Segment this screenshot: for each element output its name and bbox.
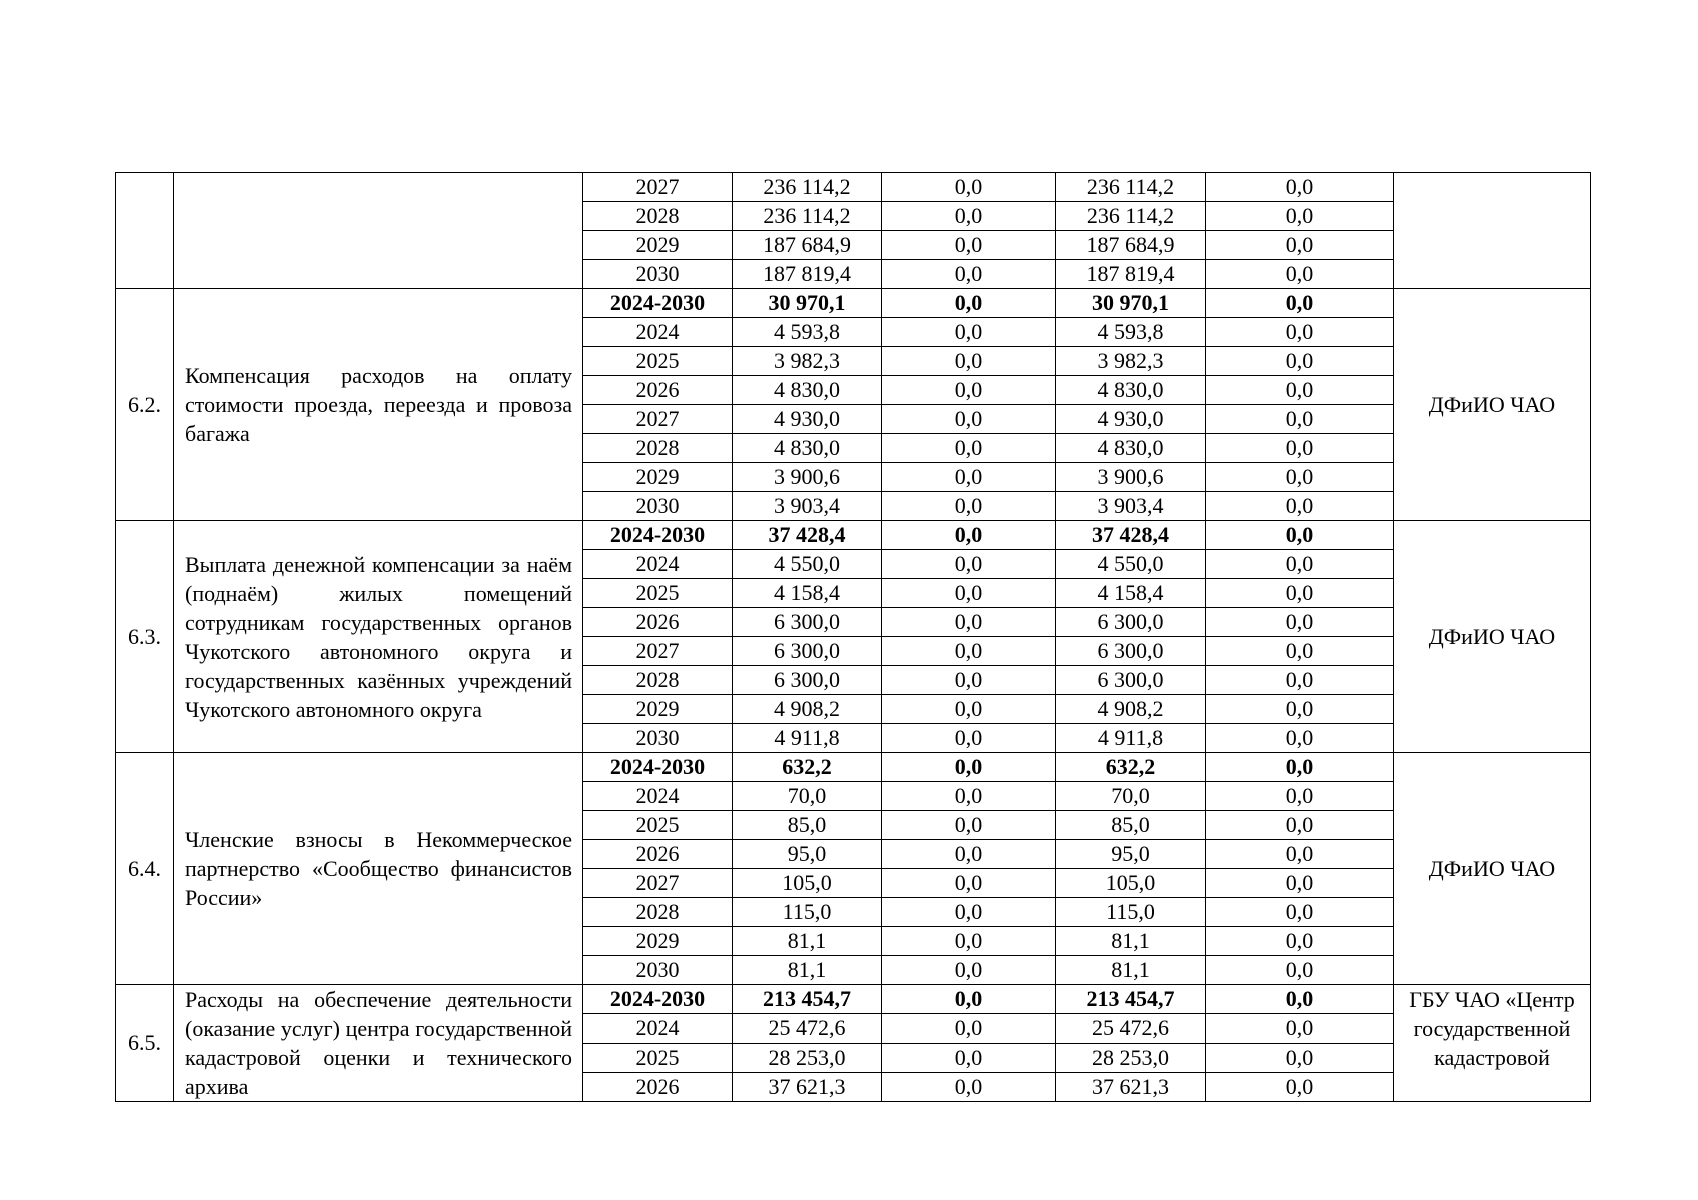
source-3-cell: 0,0 xyxy=(1206,579,1394,608)
source-3-cell: 0,0 xyxy=(1206,202,1394,231)
year-cell: 2024 xyxy=(583,782,733,811)
source-3-cell: 0,0 xyxy=(1206,927,1394,956)
source-1-cell: 0,0 xyxy=(882,1043,1056,1072)
source-2-cell: 4 550,0 xyxy=(1056,550,1206,579)
responsible-executor xyxy=(1394,173,1591,289)
item-description: Компенсация расходов на оплату стоимости проезда, переезда и провоза багажа xyxy=(174,289,583,521)
item-description: Расходы на обеспечение деятельности (оказание услуг) центра государственной кадастровой оценки и технического архива xyxy=(174,985,583,1102)
year-cell: 2024 xyxy=(583,318,733,347)
source-1-cell: 0,0 xyxy=(882,753,1056,782)
year-cell: 2025 xyxy=(583,347,733,376)
source-1-cell: 0,0 xyxy=(882,782,1056,811)
year-cell: 2027 xyxy=(583,405,733,434)
source-1-cell: 0,0 xyxy=(882,550,1056,579)
source-1-cell: 0,0 xyxy=(882,869,1056,898)
source-1-cell: 0,0 xyxy=(882,608,1056,637)
year-cell: 2028 xyxy=(583,898,733,927)
year-cell: 2026 xyxy=(583,376,733,405)
source-3-cell: 0,0 xyxy=(1206,666,1394,695)
total-cell: 4 550,0 xyxy=(733,550,882,579)
table-row xyxy=(116,985,1591,1014)
source-2-cell: 632,2 xyxy=(1056,753,1206,782)
source-2-cell: 187 684,9 xyxy=(1056,231,1206,260)
source-2-cell: 70,0 xyxy=(1056,782,1206,811)
year-cell: 2028 xyxy=(583,666,733,695)
year-cell: 2026 xyxy=(583,608,733,637)
source-1-cell: 0,0 xyxy=(882,811,1056,840)
source-2-cell: 4 911,8 xyxy=(1056,724,1206,753)
source-3-cell: 0,0 xyxy=(1206,492,1394,521)
source-3-cell: 0,0 xyxy=(1206,753,1394,782)
source-2-cell: 4 158,4 xyxy=(1056,579,1206,608)
source-2-cell: 6 300,0 xyxy=(1056,637,1206,666)
table-row xyxy=(116,521,1591,550)
source-3-cell: 0,0 xyxy=(1206,1014,1394,1043)
source-3-cell: 0,0 xyxy=(1206,434,1394,463)
total-cell: 236 114,2 xyxy=(733,173,882,202)
source-2-cell: 3 903,4 xyxy=(1056,492,1206,521)
source-2-cell: 236 114,2 xyxy=(1056,173,1206,202)
source-1-cell: 0,0 xyxy=(882,318,1056,347)
source-1-cell: 0,0 xyxy=(882,927,1056,956)
total-cell: 70,0 xyxy=(733,782,882,811)
source-1-cell: 0,0 xyxy=(882,492,1056,521)
source-2-cell: 30 970,1 xyxy=(1056,289,1206,318)
source-2-cell: 28 253,0 xyxy=(1056,1043,1206,1072)
item-description: Выплата денежной компенсации за наём (поднаём) жилых помещений сотрудникам государственных органов Чукотского автономного округа и государственных казённых учреждений Чукотского автономного округа xyxy=(174,521,583,753)
source-3-cell: 0,0 xyxy=(1206,550,1394,579)
year-cell: 2027 xyxy=(583,637,733,666)
source-1-cell: 0,0 xyxy=(882,579,1056,608)
source-1-cell: 0,0 xyxy=(882,637,1056,666)
source-2-cell: 85,0 xyxy=(1056,811,1206,840)
source-2-cell: 105,0 xyxy=(1056,869,1206,898)
source-1-cell: 0,0 xyxy=(882,666,1056,695)
source-2-cell: 4 908,2 xyxy=(1056,695,1206,724)
item-description: Членские взносы в Некоммерческое партнерство «Сообщество финансистов России» xyxy=(174,753,583,985)
source-3-cell: 0,0 xyxy=(1206,376,1394,405)
total-cell: 30 970,1 xyxy=(733,289,882,318)
year-cell: 2029 xyxy=(583,463,733,492)
source-2-cell: 115,0 xyxy=(1056,898,1206,927)
source-1-cell: 0,0 xyxy=(882,260,1056,289)
total-cell: 4 908,2 xyxy=(733,695,882,724)
year-cell: 2026 xyxy=(583,1072,733,1101)
total-cell: 37 428,4 xyxy=(733,521,882,550)
source-2-cell: 37 428,4 xyxy=(1056,521,1206,550)
source-3-cell: 0,0 xyxy=(1206,1072,1394,1101)
source-2-cell: 81,1 xyxy=(1056,927,1206,956)
year-cell: 2027 xyxy=(583,869,733,898)
year-cell: 2024-2030 xyxy=(583,753,733,782)
source-1-cell: 0,0 xyxy=(882,231,1056,260)
total-cell: 4 593,8 xyxy=(733,318,882,347)
year-cell: 2025 xyxy=(583,811,733,840)
year-cell: 2025 xyxy=(583,1043,733,1072)
total-cell: 81,1 xyxy=(733,927,882,956)
source-1-cell: 0,0 xyxy=(882,376,1056,405)
source-1-cell: 0,0 xyxy=(882,173,1056,202)
year-cell: 2024 xyxy=(583,1014,733,1043)
total-cell: 3 903,4 xyxy=(733,492,882,521)
table-body xyxy=(116,173,1591,1102)
source-3-cell: 0,0 xyxy=(1206,811,1394,840)
source-1-cell: 0,0 xyxy=(882,985,1056,1014)
total-cell: 6 300,0 xyxy=(733,608,882,637)
responsible-executor: ДФиИО ЧАО xyxy=(1394,753,1591,985)
item-number: 6.4. xyxy=(116,753,174,985)
total-cell: 4 158,4 xyxy=(733,579,882,608)
total-cell: 236 114,2 xyxy=(733,202,882,231)
total-cell: 632,2 xyxy=(733,753,882,782)
total-cell: 6 300,0 xyxy=(733,666,882,695)
source-2-cell: 187 819,4 xyxy=(1056,260,1206,289)
source-2-cell: 4 830,0 xyxy=(1056,376,1206,405)
year-cell: 2025 xyxy=(583,579,733,608)
source-3-cell: 0,0 xyxy=(1206,405,1394,434)
source-1-cell: 0,0 xyxy=(882,1072,1056,1101)
total-cell: 37 621,3 xyxy=(733,1072,882,1101)
total-cell: 85,0 xyxy=(733,811,882,840)
source-2-cell: 4 930,0 xyxy=(1056,405,1206,434)
source-2-cell: 3 982,3 xyxy=(1056,347,1206,376)
source-3-cell: 0,0 xyxy=(1206,840,1394,869)
total-cell: 95,0 xyxy=(733,840,882,869)
total-cell: 6 300,0 xyxy=(733,637,882,666)
source-1-cell: 0,0 xyxy=(882,724,1056,753)
source-1-cell: 0,0 xyxy=(882,840,1056,869)
total-cell: 25 472,6 xyxy=(733,1014,882,1043)
year-cell: 2029 xyxy=(583,927,733,956)
source-2-cell: 236 114,2 xyxy=(1056,202,1206,231)
total-cell: 187 819,4 xyxy=(733,260,882,289)
source-3-cell: 0,0 xyxy=(1206,782,1394,811)
table-row xyxy=(116,289,1591,318)
source-3-cell: 0,0 xyxy=(1206,608,1394,637)
source-3-cell: 0,0 xyxy=(1206,521,1394,550)
source-3-cell: 0,0 xyxy=(1206,637,1394,666)
responsible-executor: ГБУ ЧАО «Центр государственной кадастровой xyxy=(1394,985,1591,1102)
item-description xyxy=(174,173,583,289)
total-cell: 81,1 xyxy=(733,956,882,985)
source-2-cell: 213 454,7 xyxy=(1056,985,1206,1014)
source-1-cell: 0,0 xyxy=(882,898,1056,927)
year-cell: 2030 xyxy=(583,956,733,985)
total-cell: 4 911,8 xyxy=(733,724,882,753)
year-cell: 2024-2030 xyxy=(583,985,733,1014)
total-cell: 3 900,6 xyxy=(733,463,882,492)
item-number: 6.5. xyxy=(116,985,174,1102)
year-cell: 2026 xyxy=(583,840,733,869)
source-1-cell: 0,0 xyxy=(882,1014,1056,1043)
source-3-cell: 0,0 xyxy=(1206,724,1394,753)
total-cell: 115,0 xyxy=(733,898,882,927)
total-cell: 187 684,9 xyxy=(733,231,882,260)
source-1-cell: 0,0 xyxy=(882,434,1056,463)
table-row xyxy=(116,753,1591,782)
source-1-cell: 0,0 xyxy=(882,463,1056,492)
source-3-cell: 0,0 xyxy=(1206,695,1394,724)
source-3-cell: 0,0 xyxy=(1206,898,1394,927)
source-2-cell: 25 472,6 xyxy=(1056,1014,1206,1043)
year-cell: 2029 xyxy=(583,231,733,260)
source-1-cell: 0,0 xyxy=(882,202,1056,231)
source-2-cell: 81,1 xyxy=(1056,956,1206,985)
total-cell: 3 982,3 xyxy=(733,347,882,376)
item-number: 6.2. xyxy=(116,289,174,521)
source-1-cell: 0,0 xyxy=(882,521,1056,550)
item-number xyxy=(116,173,174,289)
responsible-executor: ДФиИО ЧАО xyxy=(1394,521,1591,753)
year-cell: 2024-2030 xyxy=(583,289,733,318)
source-3-cell: 0,0 xyxy=(1206,173,1394,202)
item-number: 6.3. xyxy=(116,521,174,753)
source-3-cell: 0,0 xyxy=(1206,347,1394,376)
total-cell: 28 253,0 xyxy=(733,1043,882,1072)
source-1-cell: 0,0 xyxy=(882,695,1056,724)
source-1-cell: 0,0 xyxy=(882,405,1056,434)
source-3-cell: 0,0 xyxy=(1206,1043,1394,1072)
source-1-cell: 0,0 xyxy=(882,289,1056,318)
source-2-cell: 6 300,0 xyxy=(1056,666,1206,695)
source-3-cell: 0,0 xyxy=(1206,260,1394,289)
year-cell: 2024 xyxy=(583,550,733,579)
source-1-cell: 0,0 xyxy=(882,956,1056,985)
table-row xyxy=(116,173,1591,202)
total-cell: 4 830,0 xyxy=(733,376,882,405)
total-cell: 105,0 xyxy=(733,869,882,898)
year-cell: 2028 xyxy=(583,434,733,463)
source-3-cell: 0,0 xyxy=(1206,231,1394,260)
responsible-executor: ДФиИО ЧАО xyxy=(1394,289,1591,521)
year-cell: 2028 xyxy=(583,202,733,231)
source-2-cell: 3 900,6 xyxy=(1056,463,1206,492)
year-cell: 2030 xyxy=(583,492,733,521)
source-2-cell: 95,0 xyxy=(1056,840,1206,869)
year-cell: 2024-2030 xyxy=(583,521,733,550)
source-2-cell: 6 300,0 xyxy=(1056,608,1206,637)
source-3-cell: 0,0 xyxy=(1206,869,1394,898)
total-cell: 4 930,0 xyxy=(733,405,882,434)
total-cell: 4 830,0 xyxy=(733,434,882,463)
source-1-cell: 0,0 xyxy=(882,347,1056,376)
source-3-cell: 0,0 xyxy=(1206,318,1394,347)
year-cell: 2030 xyxy=(583,724,733,753)
year-cell: 2029 xyxy=(583,695,733,724)
source-3-cell: 0,0 xyxy=(1206,956,1394,985)
source-2-cell: 4 593,8 xyxy=(1056,318,1206,347)
funding-table xyxy=(115,172,1591,1102)
source-2-cell: 4 830,0 xyxy=(1056,434,1206,463)
source-2-cell: 37 621,3 xyxy=(1056,1072,1206,1101)
source-3-cell: 0,0 xyxy=(1206,985,1394,1014)
total-cell: 213 454,7 xyxy=(733,985,882,1014)
year-cell: 2030 xyxy=(583,260,733,289)
source-3-cell: 0,0 xyxy=(1206,289,1394,318)
source-3-cell: 0,0 xyxy=(1206,463,1394,492)
year-cell: 2027 xyxy=(583,173,733,202)
